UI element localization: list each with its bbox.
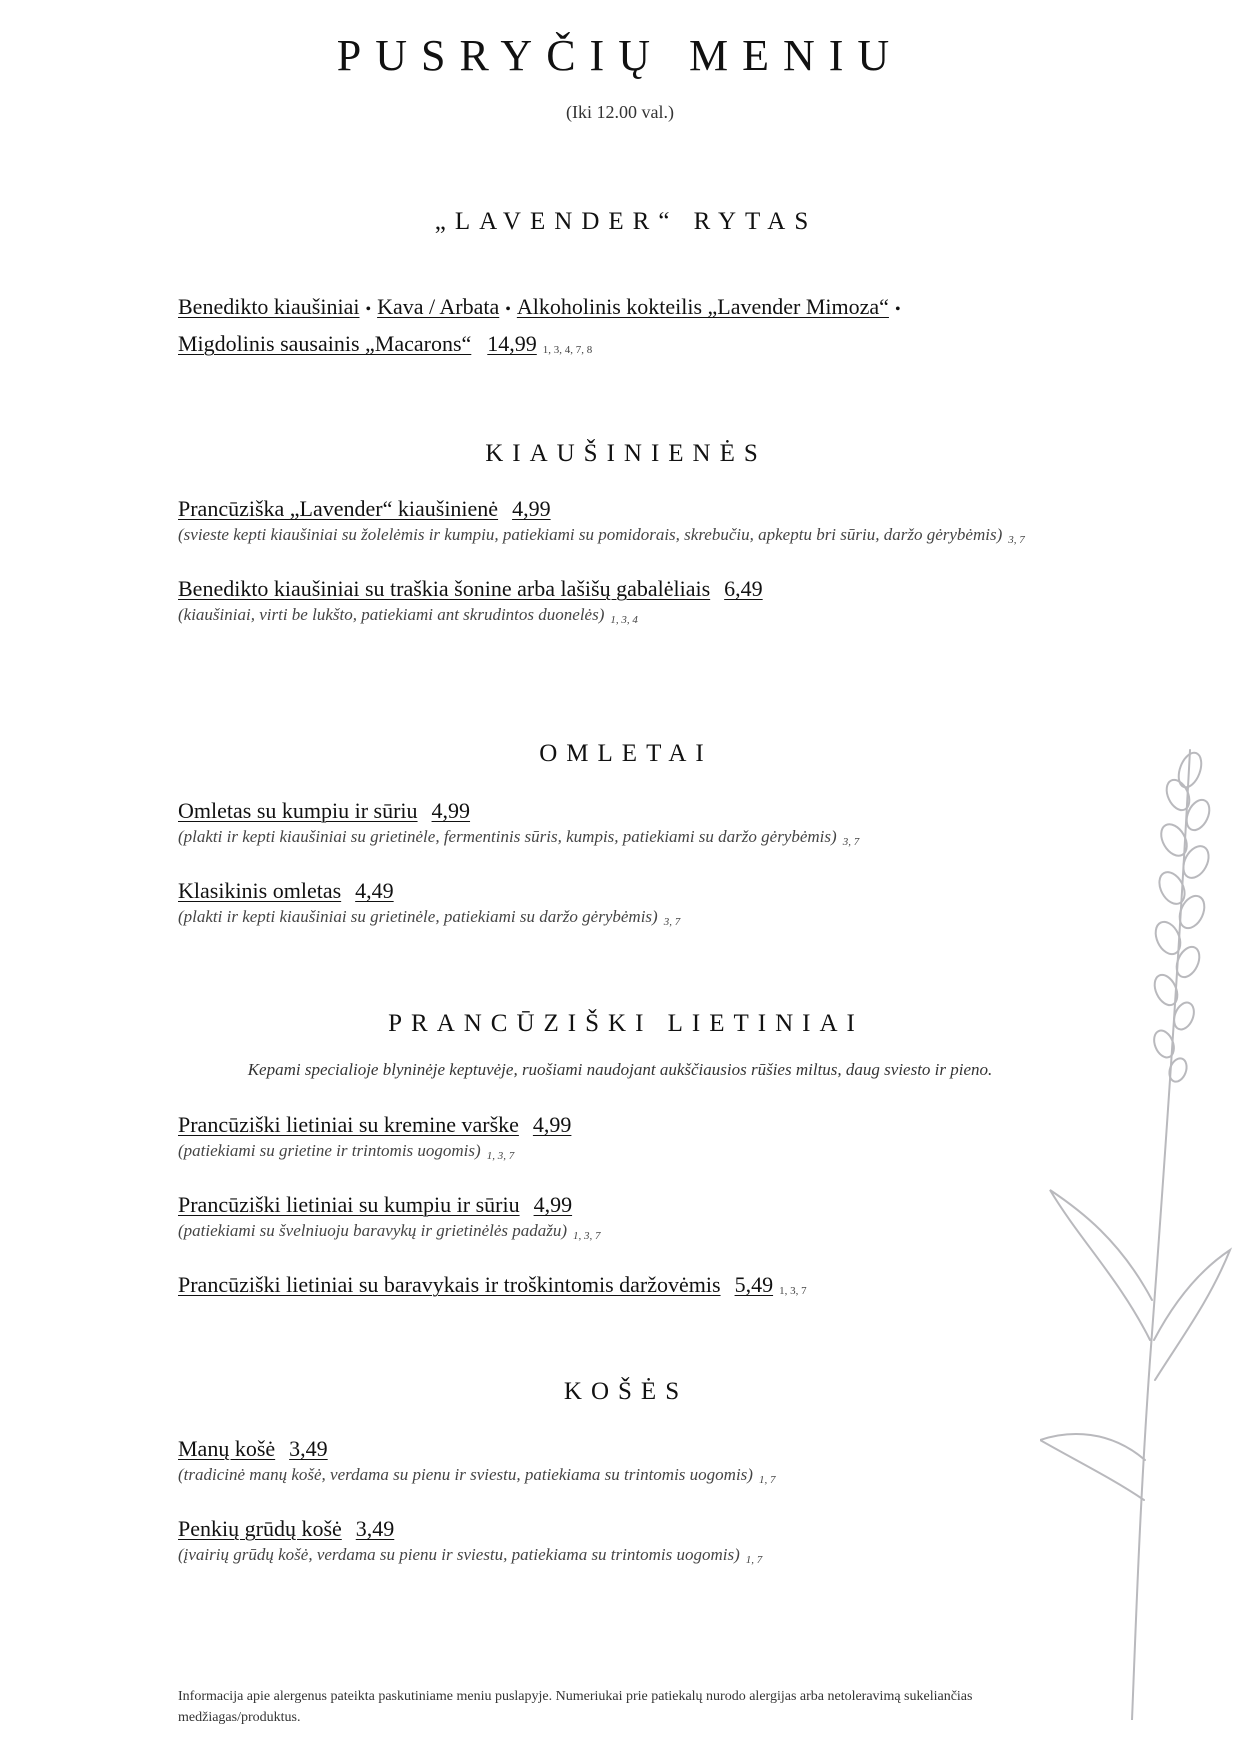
section-lavender-morning bbox=[0, 208, 1240, 236]
item-description: (svieste kepti kiaušiniai su žolelėmis ir kumpiu, patiekiami su pomidorais, skrebučiu, apkeptu bri sūriu, daržo gėrybėmis) bbox=[178, 525, 1003, 544]
item-price: 4,49 bbox=[355, 878, 394, 903]
menu-item bbox=[178, 876, 1138, 936]
item-description: (patiekiami su švelniuoju baravykų ir grietinėlės padažu) bbox=[178, 1221, 568, 1240]
item-description: (plakti ir kepti kiaušiniai su grietinėle, fermentinis sūris, kumpis, patiekiami su daržo gėrybėmis) bbox=[178, 827, 837, 846]
item-description: (kiaušiniai, virti be lukšto, patiekiami ant skrudintos duonelės) bbox=[178, 605, 605, 624]
allergen-codes: 1, 7 bbox=[758, 1474, 776, 1486]
item-price: 5,49 bbox=[734, 1272, 774, 1297]
item-description: (patiekiami su grietine ir trintomis uogomis) bbox=[178, 1141, 481, 1160]
item-price: 4,99 bbox=[532, 1112, 572, 1137]
bullet-icon: • bbox=[894, 301, 901, 318]
item-price: 3,49 bbox=[289, 1436, 328, 1461]
item-name: Manų košė bbox=[178, 1436, 276, 1461]
set-component: Kava / Arbata bbox=[377, 294, 500, 319]
crepe-items bbox=[178, 1110, 1138, 1324]
set-line-1 bbox=[178, 290, 1138, 327]
item-name: Prancūziška „Lavender“ kiaušinienė bbox=[178, 496, 499, 521]
item-name: Benedikto kiaušiniai su traškia šonine arba lašišų gabalėliais bbox=[178, 576, 711, 601]
section-note: Kepami specialioje blyninėje keptuvėje, ruošiami naudojant aukščiausios rūšies miltus, daug sviesto ir pieno. bbox=[247, 1060, 993, 1079]
allergen-codes: 3, 7 bbox=[1008, 534, 1025, 546]
eggs-items bbox=[178, 494, 1138, 654]
allergen-footnote: Informacija apie alergenus pateikta paskutiniame meniu puslapyje. Numeriukai prie patiekalų nurodo alergijas arba netoleravimą sukeliančias medžiagas/produktus. bbox=[178, 1689, 973, 1725]
allergen-codes: 3, 7 bbox=[663, 916, 681, 928]
porridge-items bbox=[178, 1434, 1138, 1594]
set-line-2 bbox=[178, 327, 1138, 365]
allergen-codes: 1, 3, 7 bbox=[573, 1230, 601, 1242]
allergen-codes: 3, 7 bbox=[842, 836, 860, 848]
section-heading: OMLETAI bbox=[539, 740, 713, 767]
section-eggs bbox=[0, 440, 1240, 468]
item-price: 4,99 bbox=[431, 798, 471, 823]
menu-item bbox=[178, 574, 1138, 634]
item-name: Omletas su kumpiu ir sūriu bbox=[178, 798, 418, 823]
serving-hours: (Iki 12.00 val.) bbox=[566, 102, 674, 122]
allergen-codes: 1, 3, 7 bbox=[486, 1150, 515, 1162]
section-heading: KIAUŠINIENĖS bbox=[485, 440, 767, 467]
item-name: Klasikinis omletas bbox=[178, 878, 342, 903]
item-price: 4,99 bbox=[533, 1192, 573, 1217]
lavender-sprig-illustration bbox=[1040, 740, 1240, 1720]
menu-item bbox=[178, 1110, 1138, 1170]
item-name: Prancūziški lietiniai su baravykais ir troškintomis daržovėmis bbox=[178, 1272, 721, 1297]
item-name: Penkių grūdų košė bbox=[178, 1516, 342, 1541]
section-heading: KOŠĖS bbox=[563, 1378, 689, 1405]
menu-item bbox=[178, 1270, 1138, 1304]
allergen-codes: 1, 3, 7 bbox=[779, 1285, 807, 1297]
item-name: Prancūziški lietiniai su kumpiu ir sūriu bbox=[178, 1192, 520, 1217]
set-price: 14,99 bbox=[487, 331, 537, 356]
item-description: (įvairių grūdų košė, verdama su pienu ir sviestu, patiekiama su trintomis uogomis) bbox=[178, 1545, 740, 1564]
lavender-morning-set bbox=[178, 290, 1138, 365]
omelette-items bbox=[178, 796, 1138, 956]
item-description: (tradicinė manų košė, verdama su pienu ir sviestu, patiekiama su trintomis uogomis) bbox=[178, 1465, 753, 1484]
item-name: Prancūziški lietiniai su kremine varške bbox=[178, 1112, 519, 1137]
allergen-codes: 1, 7 bbox=[745, 1554, 763, 1566]
section-heading: PRANCŪZIŠKI LIETINIAI bbox=[388, 1010, 864, 1037]
allergen-codes: 1, 3, 4, 7, 8 bbox=[542, 344, 593, 356]
set-component: Benedikto kiaušiniai bbox=[178, 294, 360, 319]
menu-item bbox=[178, 1514, 1138, 1574]
item-price: 3,49 bbox=[355, 1516, 395, 1541]
page-title: PUSRYČIŲ MENIU bbox=[336, 31, 904, 80]
menu-item bbox=[178, 1190, 1138, 1250]
set-component: Alkoholinis kokteilis „Lavender Mimoza“ bbox=[516, 294, 889, 319]
section-heading: „LAVENDER“ RYTAS bbox=[434, 208, 818, 235]
bullet-icon: • bbox=[365, 301, 372, 318]
item-description: (plakti ir kepti kiaušiniai su grietinėle, patiekiami su daržo gėrybėmis) bbox=[178, 907, 658, 926]
set-component: Migdolinis sausainis „Macarons“ bbox=[178, 331, 472, 356]
menu-item bbox=[178, 796, 1138, 856]
bullet-icon: • bbox=[505, 301, 511, 318]
menu-item bbox=[178, 494, 1138, 554]
item-price: 6,49 bbox=[724, 576, 763, 601]
allergen-codes: 1, 3, 4 bbox=[610, 614, 638, 626]
menu-item bbox=[178, 1434, 1138, 1494]
item-price: 4,99 bbox=[512, 496, 551, 521]
